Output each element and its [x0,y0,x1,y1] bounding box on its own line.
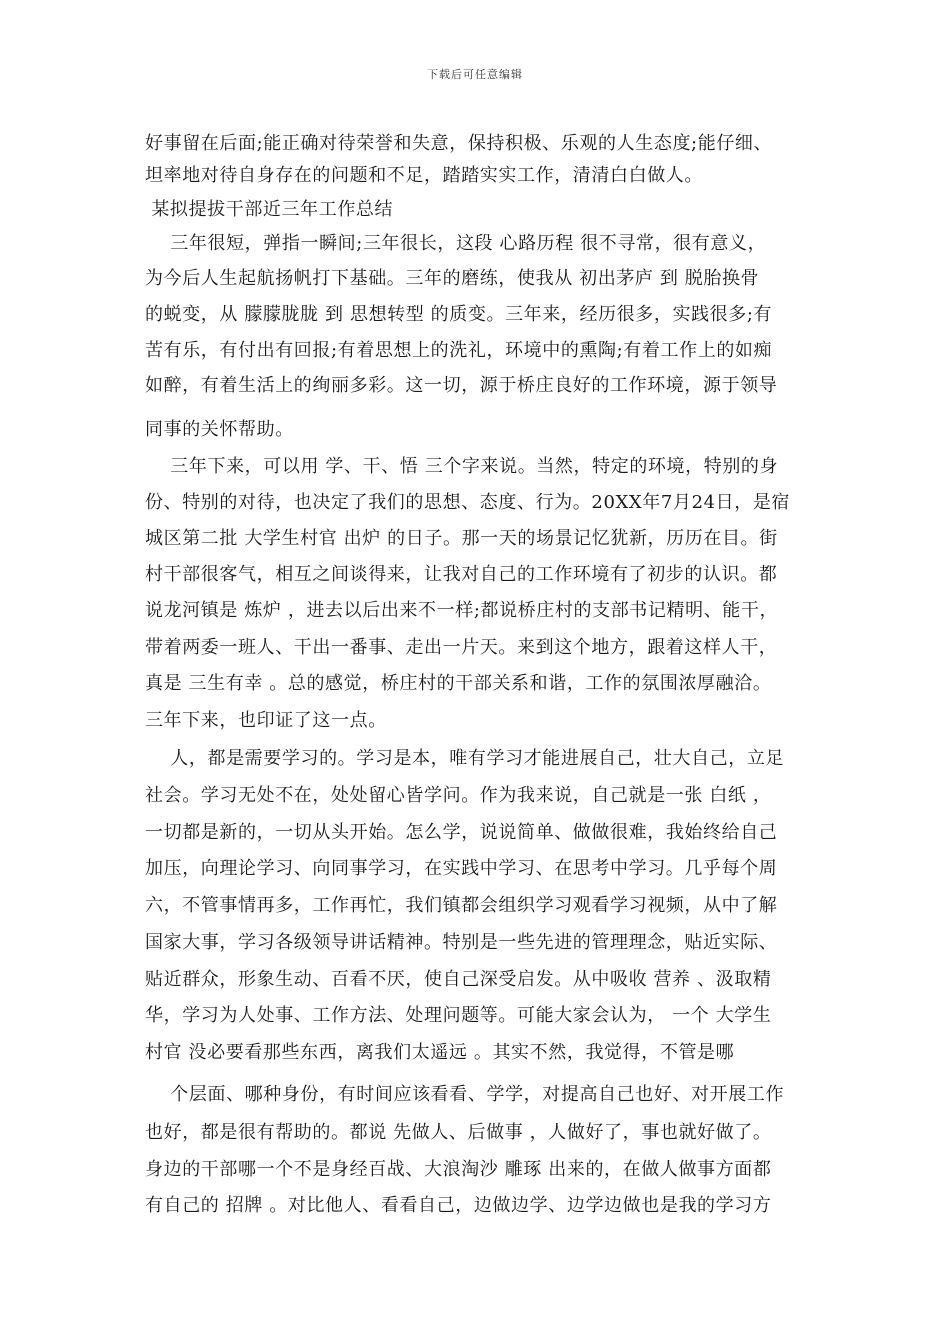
text-line: 好事留在后面;能正确对待荣誉和失意，保持积极、乐观的人生态度;能仔细、 [145,133,773,154]
text-line: 坦率地对待自身存在的问题和不足，踏踏实实工作，清清白白做人。 [145,165,703,186]
text-line: 三年下来，也印证了这一点。 [145,710,387,731]
text-line: 加压，向理论学习、向同事学习，在实践中学习、在思考中学习。几乎每个周 [145,858,778,879]
text-line: 说龙河镇是 炼炉 ，进去以后出来不一样;都说桥庄村的支部书记精明、能干， [145,600,779,621]
text-line: 真是 三生有幸 。总的感觉，桥庄村的干部关系和谐，工作的氛围浓厚融洽。 [145,673,772,694]
text-line: 同事的关怀帮助。 [145,419,294,440]
text-line: 的蜕变，从 朦朦胧胧 到 思想转型 的质变。三年来，经历很多，实践很多;有 [145,304,773,325]
text-line: 为今后人生起航扬帆打下基础。三年的磨练，使我从 初出茅庐 到 脱胎换骨 [145,268,760,289]
text-line: 六，不管事情再多，工作再忙，我们镇都会组织学习观看学习视频，从中了解 [145,895,778,916]
text-line: 份、特别的对待，也决定了我们的思想、态度、行为。20XX年7月24日，是宿 [145,492,791,513]
page-header: 下载后可任意编辑 [427,68,523,81]
text-line: 城区第二批 大学生村官 出炉 的日子。那一天的场景记忆犹新，历历在目。街 [145,528,778,549]
section-title: 某拟提拔干部近三年工作总结 [145,199,394,220]
text-line: 如醉，有着生活上的绚丽多彩。这一切，源于桥庄良好的工作环境，源于领导 [145,375,778,396]
text-line: 国家大事，学习各级领导讲话精神。特别是一些先进的管理理念，贴近实际、 [145,932,778,953]
text-line: 三年下来，可以用 学、干、悟 三个字来说。当然，特定的环境，特别的身 [145,456,779,477]
text-line: 个层面、哪种身份，有时间应该看看、学学，对提高自己也好、对开展工作 [145,1084,785,1105]
text-line: 一切都是新的，一切从头开始。怎么学，说说简单、做做很难，我始终给自己 [145,822,778,843]
text-line: 华，学习为人处事、工作方法、处理问题等。可能大家会认为， 一个 大学生 [145,1005,772,1026]
text-line: 身边的干部哪一个不是身经百战、大浪淘沙 雕琢 出来的，在做人做事方面都 [145,1159,772,1180]
text-line: 人，都是需要学习的。学习是本，唯有学习才能进展自己，壮大自己，立足 [145,748,785,769]
text-line: 带着两委一班人、干出一番事、走出一片天。来到这个地方，跟着这样人干， [145,637,778,658]
text-line: 贴近群众，形象生动、百看不厌，使自己深受启发。从中吸收 营养 、汲取精 [145,969,772,990]
text-line: 也好，都是很有帮助的。都说 先做人、后做事 ，人做好了，事也就好做了。 [145,1122,772,1143]
text-line: 三年很短，弹指一瞬间;三年很长，这段 心路历程 很不寻常，很有意义， [145,233,767,254]
text-line: 村官 没必要看那些东西，离我们太遥远 。其实不然，我觉得，不管是哪 [145,1042,735,1063]
text-line: 有自己的 招牌 。对比他人、看看自己，边做边学、边学边做也是我的学习方 [145,1195,772,1216]
text-line: 社会。学习无处不在，处处留心皆学问。作为我来说，自己就是一张 白纸 ， [145,785,772,806]
text-line: 苦有乐，有付出有回报;有着思想上的洗礼，环境中的熏陶;有着工作上的如痴 [145,340,773,361]
text-line: 村干部很客气，相互之间谈得来，让我对自己的工作环境有了初步的认识。都 [145,564,778,585]
